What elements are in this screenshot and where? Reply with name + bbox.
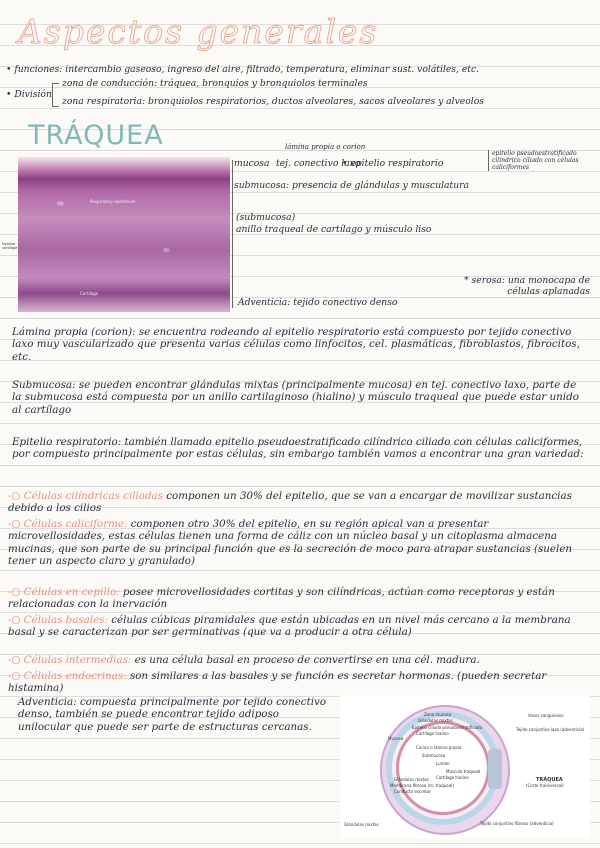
diagram-label: Epitelio ciliado pseudoestratificado (412, 725, 483, 730)
diagram-label: Tejido conjuntivo laxo (adventicia) (516, 727, 585, 732)
lamina-propia-paragraph (12, 326, 588, 363)
epitelio-body: también llamado epitelio pseudoestratificado cilíndrico ciliado con células caliciformes, por compuesto principalmente por estas células, sin embargo también vamos a encontrar una gran variedad: (12, 436, 584, 461)
histology-image (18, 157, 230, 312)
diagram-label: Conducto excretor (394, 789, 431, 794)
cell-item (8, 670, 588, 695)
lamina-body: se encuentra rodeando al epitelio respiratorio está compuesto por tejido conectivo laxo muy vascularizado que presenta varias células como linfocitos, cel. plasmáticas, fibroblastos, fibrocitos, etc. (12, 326, 580, 363)
cell-item (8, 518, 588, 567)
cell-head: Células endocrinas: (23, 670, 127, 682)
adventicia-paragraph (18, 696, 328, 733)
histology-label-epithelium: Respiratory epithelium (90, 199, 136, 204)
histology-bracket-line (232, 160, 233, 308)
cell-arrow: -○ (8, 518, 21, 530)
diagram-label: Corion o lámina propia (416, 745, 462, 750)
note-submucosa: submucosa: presencia de glándulas y musculatura (234, 180, 470, 191)
note-adventicia: Adventicia: tejido conectivo denso (238, 297, 398, 308)
note-tejido: tej. conectivo laxo (276, 158, 361, 169)
diagram-label: Músculo traqueal (446, 769, 481, 774)
funciones-line: • funciones: intercambio gaseoso, ingreso del aire, filtrado, temperatura, eliminar sust. volátiles, etc. (6, 64, 480, 75)
page-title: Aspectos generales (18, 12, 379, 51)
cell-head: Células cilíndricas ciliadas (23, 490, 163, 502)
diagram-label: Submucosa (422, 753, 446, 758)
cell-body: son similares a las basales y se función es secretar hormonas. (pueden secretar histamina) (8, 670, 547, 695)
cell-head: Células intermedias: (23, 654, 132, 666)
division-respiratoria: zona respiratoria: bronquiolos respiratorios, ductos alveolares, sacos alveolares y alveolos (62, 96, 484, 107)
cell-item (8, 654, 588, 666)
epitelio-paragraph (12, 436, 588, 461)
diagram-label: Tejido conjuntivo fibroso (adventicia) (480, 821, 554, 826)
histology-label-cartilage: Cartilage (80, 291, 99, 296)
cell-arrow: -○ (8, 654, 21, 666)
cell-arrow: -○ (8, 490, 21, 502)
cell-body: es una célula basal en proceso de convertirse en una cél. madura. (134, 654, 480, 666)
diagram-label: TRÁQUEA (536, 777, 563, 783)
adventicia-body: compuesta principalmente por tejido conectivo denso, también se puede encontrar tejido adiposo unilocular que puede ser parte de estructuras cercanas. (18, 696, 327, 733)
note-epitelio: • epitelio respiratorio (342, 158, 444, 169)
cell-head: Células basales: (23, 614, 108, 626)
section-title: TRÁQUEA (28, 120, 164, 151)
cell-body: componen otro 30% del epitelio, en su región apical van a presentar microvellosidades, estas células tienen una forma de cáliz con un núcleo basal y un citoplasma almacena mucinas, que son parte de su principal función que es la secreción de moco para atrapar sustancias (suelen tener un aspecto claro y granulado) (8, 518, 573, 567)
diagram-label: Mucosa (388, 736, 404, 741)
diagram-label: Glándulas mixtas (344, 822, 379, 827)
diagram-label: Glándulas mixtas (394, 777, 429, 782)
adventicia-head: Adventicia: (18, 696, 77, 708)
cell-arrow: -○ (8, 586, 21, 598)
submucosa-head: Submucosa: (12, 379, 76, 391)
note-mucosa: mucosa (234, 158, 270, 169)
cell-item (8, 586, 588, 611)
diagram-label: Lumen (436, 761, 450, 766)
note-submucosa-bracket: (submucosa) (236, 212, 296, 223)
diagram-label: Glándulas mixtas (418, 718, 453, 723)
division-bracket (52, 83, 59, 107)
submucosa-paragraph (12, 379, 588, 416)
submucosa-body: se pueden encontrar glándulas mixtas (principalmente mucosa) en tej. conectivo laxo, parte de la submucosa está compuesta por un anillo cartilaginoso (hialino) y músculo traqueal que puede estar unido al cartílago (12, 379, 579, 416)
note-epitelio-detalle: epitelio pseudoestratificado cilíndrico ciliado con células caliciformes (488, 150, 588, 171)
cell-item (8, 490, 588, 515)
cell-arrow: -○ (8, 670, 21, 682)
epitelio-head: Epitelio respiratorio: (12, 436, 122, 448)
diagram-trachealis (488, 749, 502, 789)
cell-body: posee microvellosidades cortitas y son cilíndricas, actúan como receptoras y están relacionadas con la inervación (8, 586, 555, 611)
cell-body: componen un 30% del epitelio, que se van a encargar de movilizar sustancias debido a los cilios (8, 490, 572, 515)
trachea-diagram (340, 695, 590, 838)
diagram-label: Cartílago hialino (416, 731, 449, 736)
division-label: • División (6, 89, 52, 100)
cell-item (8, 614, 588, 639)
diagram-label: Cartílago hialino (436, 775, 469, 780)
diagram-label: Vasos sanguíneos (528, 713, 564, 718)
diagram-label: (Corte transversal) (526, 783, 564, 788)
note-serosa: * serosa: una monocapa de células aplanadas (464, 275, 590, 297)
note-lamina: lámina propia o corion (285, 143, 366, 151)
lamina-head: Lámina propia (corion): (12, 326, 136, 338)
note-anillo: anillo traqueal de cartílago y músculo liso (236, 224, 432, 235)
division-conduccion: zona de conducción: tráquea, bronquios y bronquiolos terminales (62, 78, 368, 89)
cell-arrow: -○ (8, 614, 21, 626)
cell-body: células cúbicas piramidales que están ubicadas en un nivel más cercano a la membrana basal y se caracterizan por ser germinativas (que va a producir a otra célula) (8, 614, 571, 639)
histology-side-label: Hyaline cartilage (2, 242, 18, 250)
diagram-label: Zona mucosa (424, 712, 452, 717)
cell-head: Células en cepillo: (23, 586, 120, 598)
diagram-label: Membrana fibrosa (m. traqueal) (390, 783, 454, 788)
cell-head: Células caliciforme: (23, 518, 128, 530)
